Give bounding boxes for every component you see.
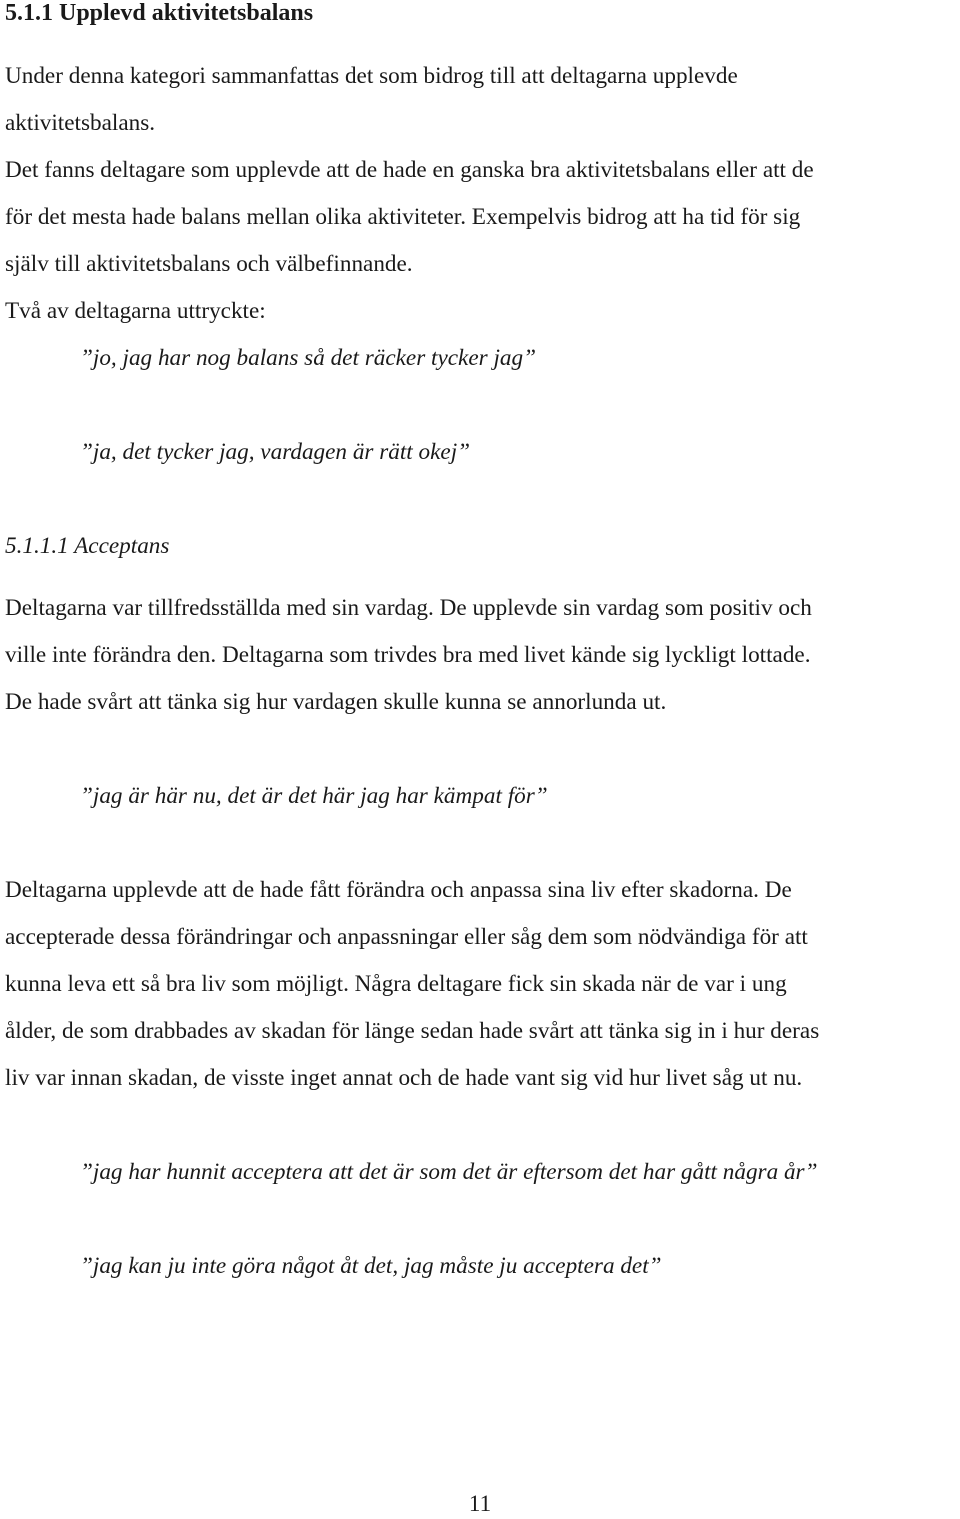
- page-number: 11: [468, 1491, 492, 1516]
- paragraph-1-line-2: för det mesta hade balans mellan olika aktiviteter. Exempelvis bidrog att ha tid för sig: [5, 204, 801, 230]
- subsection-heading: 5.1.1.1 Acceptans: [5, 533, 170, 559]
- paragraph-1-line-4: Två av deltagarna uttryckte:: [5, 298, 266, 324]
- paragraph-3-line-2: accepterade dessa förändringar och anpassningar eller såg dem som nödvändiga för att: [5, 924, 808, 950]
- intro-line-2: aktivitetsbalans.: [5, 110, 156, 136]
- intro-line-1: Under denna kategori sammanfattas det som bidrog till att deltagarna upplevde: [5, 63, 738, 89]
- paragraph-1-line-1: Det fanns deltagare som upplevde att de hade en ganska bra aktivitetsbalans eller att de: [5, 157, 814, 183]
- quote-2: ”ja, det tycker jag, vardagen är rätt okej”: [80, 439, 471, 465]
- paragraph-3-line-5: liv var innan skadan, de visste inget annat och de hade vant sig vid hur livet såg ut nu.: [5, 1065, 803, 1091]
- paragraph-2-line-2: ville inte förändra den. Deltagarna som trivdes bra med livet kände sig lyckligt lottade.: [5, 642, 811, 668]
- paragraph-2-line-1: Deltagarna var tillfredsställda med sin vardag. De upplevde sin vardag som positiv och: [5, 595, 812, 621]
- section-heading: 5.1.1 Upplevd aktivitetsbalans: [5, 0, 314, 26]
- paragraph-3-line-1: Deltagarna upplevde att de hade fått förändra och anpassa sina liv efter skadorna. De: [5, 877, 792, 903]
- paragraph-2-line-3: De hade svårt att tänka sig hur vardagen skulle kunna se annorlunda ut.: [5, 689, 667, 715]
- paragraph-3-line-3: kunna leva ett så bra liv som möjligt. Några deltagare fick sin skada när de var i ung: [5, 971, 787, 997]
- quote-1: ”jo, jag har nog balans så det räcker tycker jag”: [80, 345, 536, 371]
- quote-5: ”jag kan ju inte göra något åt det, jag måste ju acceptera det”: [80, 1253, 662, 1279]
- quote-3: ”jag är här nu, det är det här jag har kämpat för”: [80, 783, 548, 809]
- quote-4: ”jag har hunnit acceptera att det är som det är eftersom det har gått några år”: [80, 1159, 818, 1185]
- paragraph-3-line-4: ålder, de som drabbades av skadan för länge sedan hade svårt att tänka sig in i hur deras: [5, 1018, 820, 1044]
- paragraph-1-line-3: själv till aktivitetsbalans och välbefinnande.: [5, 251, 413, 277]
